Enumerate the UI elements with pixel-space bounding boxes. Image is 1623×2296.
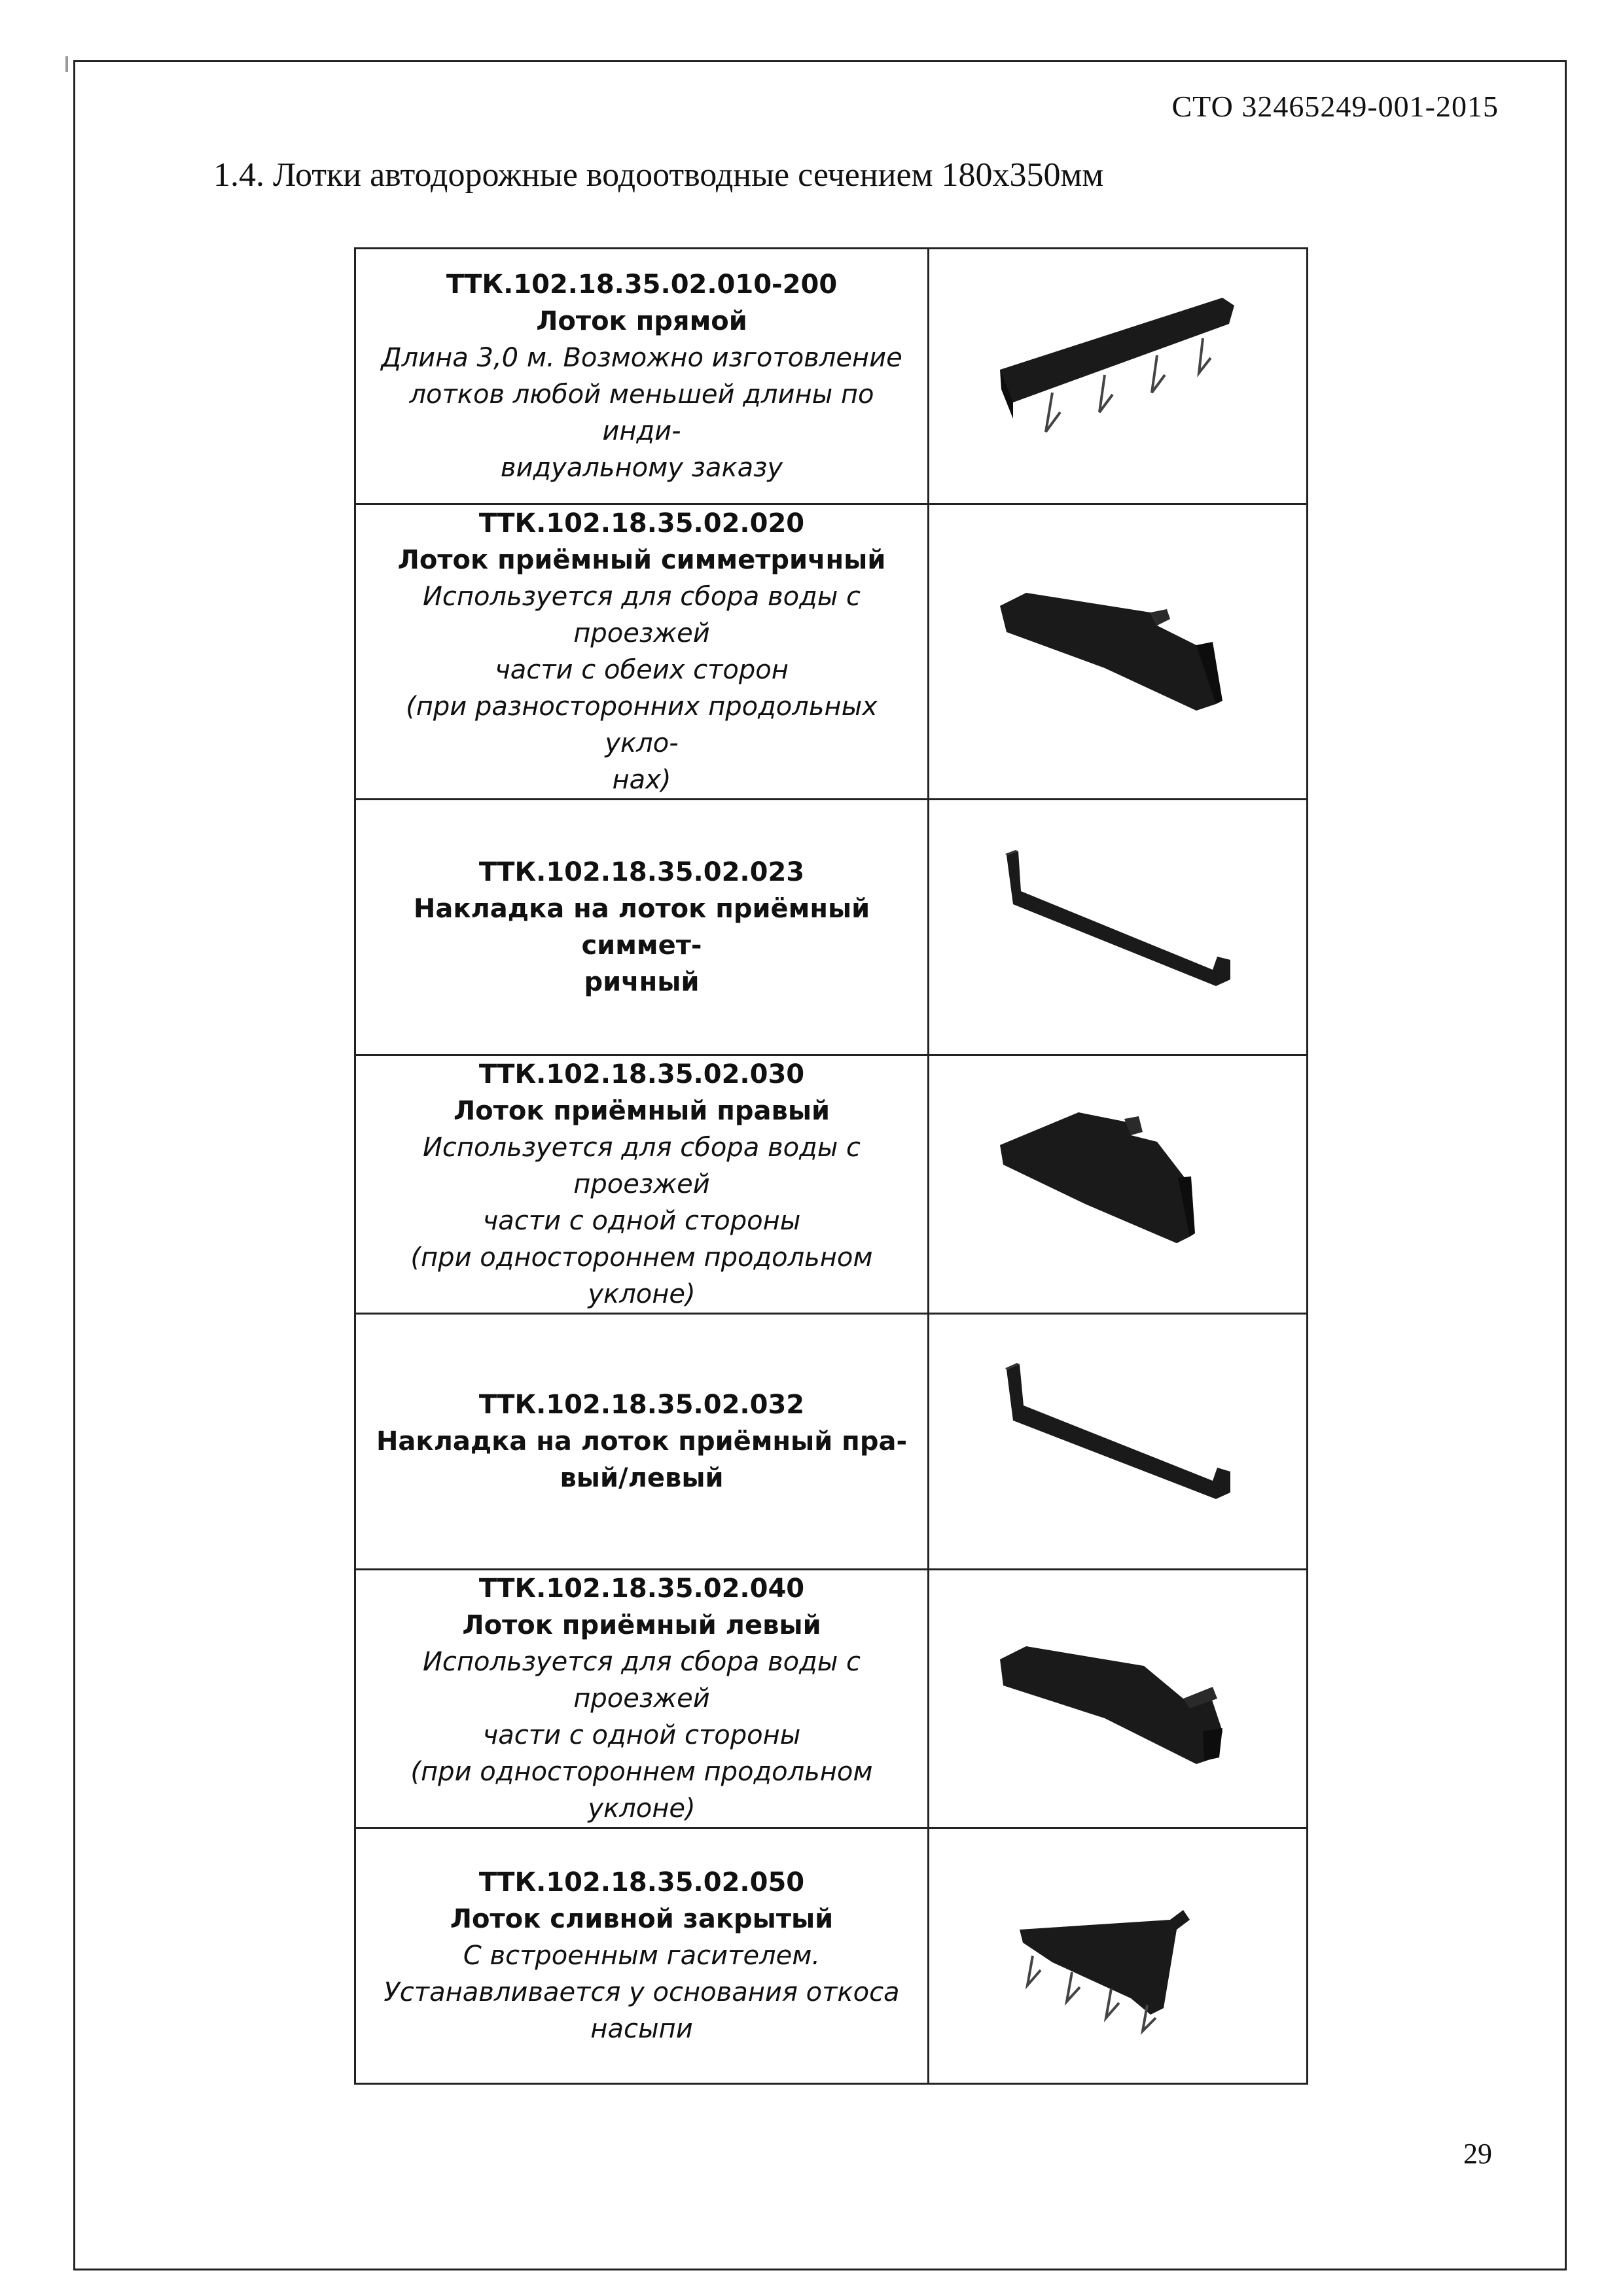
product-name: Лоток сливной закрытый — [450, 1904, 834, 1934]
table-row — [355, 800, 1308, 1055]
product-code: ТТК.102.18.35.02.032 — [478, 1390, 805, 1420]
table-row — [355, 1314, 1308, 1570]
product-description — [355, 504, 929, 800]
product-code: ТТК.102.18.35.02.020 — [478, 508, 805, 539]
product-image-cell — [929, 1314, 1308, 1570]
product-note-line: нах) — [612, 765, 671, 795]
product-note-line: С встроенным гасителем. — [463, 1941, 821, 1971]
product-name: Накладка на лоток приёмный симмет- — [413, 894, 870, 961]
product-description — [355, 1828, 929, 2084]
table-row — [355, 249, 1308, 504]
product-name: ричный — [584, 967, 700, 997]
table-row — [355, 1828, 1308, 2084]
product-image-cell — [929, 1828, 1308, 2084]
right-receiving-tray-icon — [987, 1086, 1249, 1282]
table-row — [355, 1055, 1308, 1314]
product-note-line: Используется для сбора воды с проезжей — [422, 1647, 861, 1714]
straight-tray-icon — [987, 278, 1249, 474]
product-note-line: насыпи — [590, 2014, 693, 2044]
product-note-line: Длина 3,0 м. Возможно изготовление — [381, 343, 902, 373]
product-image-cell — [929, 1570, 1308, 1828]
product-name: Накладка на лоток приёмный пра- — [376, 1426, 908, 1457]
product-note-line: Устанавливается у основания откоса — [383, 1977, 900, 2007]
product-note-line: (при одностороннем продольном уклоне) — [410, 1757, 873, 1824]
section-title: 1.4. Лотки автодорожные водоотводные сечением 180х350мм — [213, 156, 1104, 194]
product-image-cell — [929, 504, 1308, 800]
symmetric-overlay-icon — [987, 829, 1249, 1025]
product-note-line: части с одной стороны — [482, 1206, 801, 1236]
product-image-cell — [929, 249, 1308, 504]
product-name: Лоток приёмный правый — [453, 1096, 830, 1126]
product-table — [354, 247, 1308, 2085]
table-row — [355, 504, 1308, 800]
product-note-line: Используется для сбора воды с проезжей — [422, 1133, 861, 1199]
product-description — [355, 1570, 929, 1828]
left-receiving-tray-icon — [987, 1600, 1249, 1797]
product-image-cell — [929, 1055, 1308, 1314]
product-note-line: (при разносторонних продольных укло- — [406, 692, 878, 758]
product-name: вый/левый — [560, 1463, 724, 1493]
table-row — [355, 1570, 1308, 1828]
product-code: ТТК.102.18.35.02.030 — [478, 1059, 805, 1089]
product-note-line: части с одной стороны — [482, 1720, 801, 1750]
symmetric-receiving-tray-icon — [987, 554, 1249, 750]
scan-mark — [65, 56, 68, 72]
product-name: Лоток прямой — [536, 306, 747, 336]
product-description — [355, 249, 929, 504]
product-note-line: лотков любой меньшей длины по инди- — [409, 380, 874, 446]
document-code: СТО 32465249-001-2015 — [1171, 90, 1499, 123]
product-code: ТТК.102.18.35.02.010-200 — [446, 270, 838, 300]
product-description — [355, 1055, 929, 1314]
product-code: ТТК.102.18.35.02.040 — [478, 1574, 805, 1604]
right-left-overlay-icon — [987, 1343, 1249, 1540]
product-note-line: Используется для сбора воды с проезжей — [422, 582, 861, 648]
product-code: ТТК.102.18.35.02.023 — [478, 857, 805, 887]
product-image-cell — [929, 800, 1308, 1055]
product-code: ТТК.102.18.35.02.050 — [478, 1867, 805, 1898]
product-description — [355, 800, 929, 1055]
product-name: Лоток приёмный симметричный — [397, 545, 886, 575]
product-name: Лоток приёмный левый — [462, 1610, 821, 1640]
product-description — [355, 1314, 929, 1570]
product-note-line: (при одностороннем продольном уклоне) — [410, 1243, 873, 1309]
page-number: 29 — [1463, 2138, 1492, 2170]
closed-drain-tray-icon — [987, 1858, 1249, 2054]
product-note-line: части с обеих сторон — [495, 655, 789, 685]
product-note-line: видуальному заказу — [500, 453, 783, 483]
